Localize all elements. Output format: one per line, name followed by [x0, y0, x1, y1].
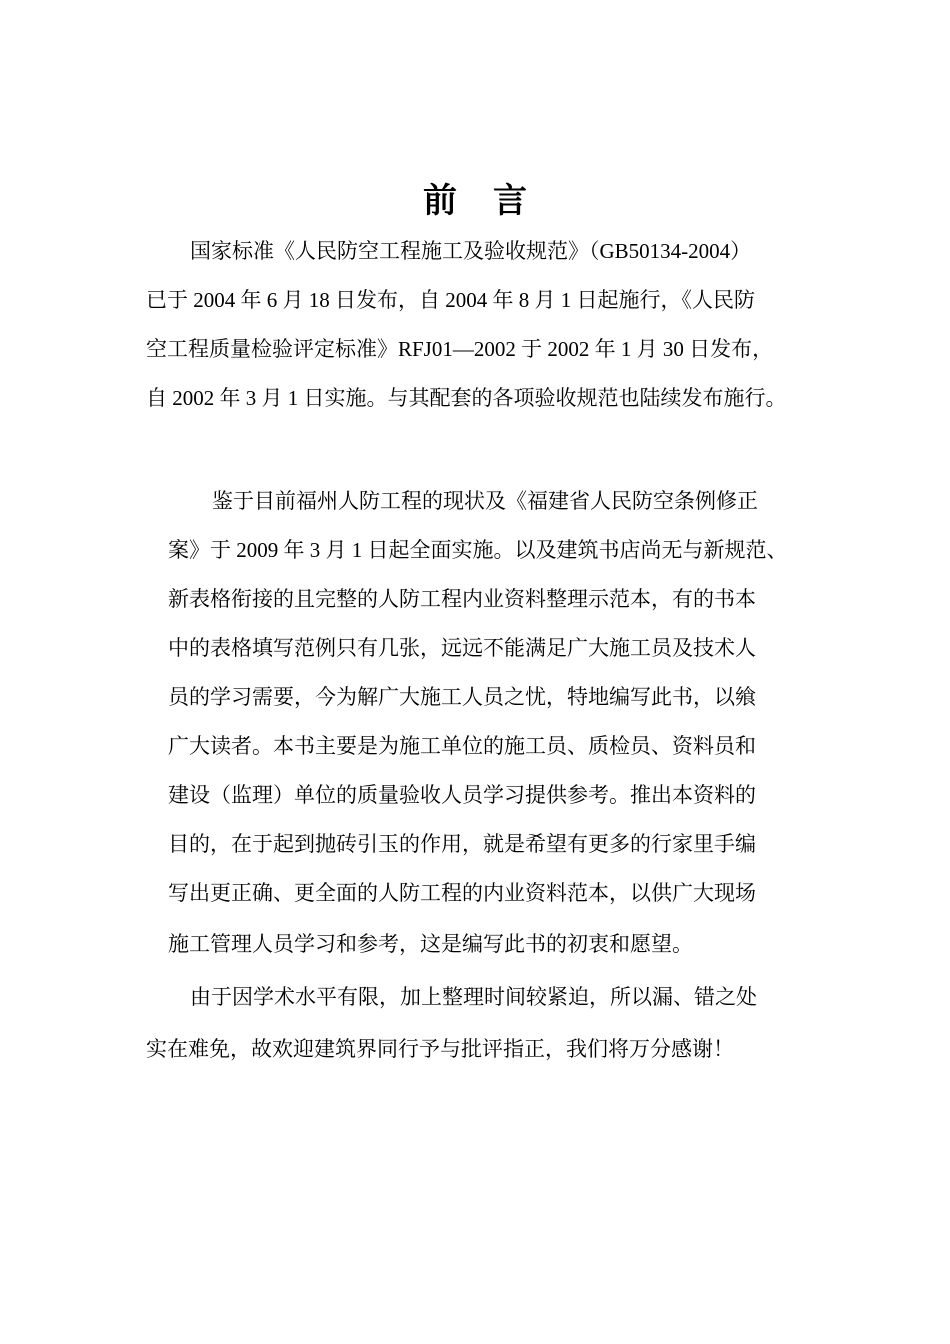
paragraph-3-line-1: 由于因学术水平有限，加上整理时间较紧迫，所以漏、错之处 — [190, 985, 757, 1009]
paragraph-1-line-2: 已于 2004 年 6 月 18 日发布，自 2004 年 8 月 1 日起施行，《人民防 — [146, 288, 755, 312]
paragraph-2-line-10: 施工管理人员学习和参考，这是编写此书的初衷和愿望。 — [168, 932, 693, 956]
page-title: 前言 — [423, 183, 563, 220]
paragraph-1-line-1: 国家标准《人民防空工程施工及验收规范》（GB50134-2004） — [190, 239, 752, 263]
paragraph-2-line-9: 写出更正确、更全面的人防工程的内业资料范本，以供广大现场 — [168, 881, 756, 905]
paragraph-1-line-4: 自 2002 年 3 月 1 日实施。与其配套的各项验收规范也陆续发布施行。 — [146, 386, 787, 410]
paragraph-2-line-2: 案》于 2009 年 3 月 1 日起全面实施。以及建筑书店尚无与新规范、 — [168, 538, 788, 562]
paragraph-2-line-4: 中的表格填写范例只有几张，远远不能满足广大施工员及技术人 — [168, 636, 756, 660]
paragraph-2-line-7: 建设（监理）单位的质量验收人员学习提供参考。推出本资料的 — [168, 783, 756, 807]
paragraph-3-line-2: 实在难免，故欢迎建筑界同行予与批评指正，我们将万分感谢！ — [146, 1037, 734, 1061]
paragraph-2-line-5: 员的学习需要，今为解广大施工人员之忧，特地编写此书，以飨 — [168, 685, 756, 709]
paragraph-1-line-3: 空工程质量检验评定标准》RFJ01—2002 于 2002 年 1 月 30 日发布， — [146, 337, 774, 361]
paragraph-2-line-6: 广大读者。本书主要是为施工单位的施工员、质检员、资料员和 — [168, 734, 756, 758]
paragraph-2-line-3: 新表格衔接的且完整的人防工程内业资料整理示范本，有的书本 — [168, 587, 756, 611]
paragraph-2-line-8: 目的，在于起到抛砖引玉的作用，就是希望有更多的行家里手编 — [168, 832, 756, 856]
paragraph-2-line-1: 鉴于目前福州人防工程的现状及《福建省人民防空条例修正 — [212, 489, 758, 513]
